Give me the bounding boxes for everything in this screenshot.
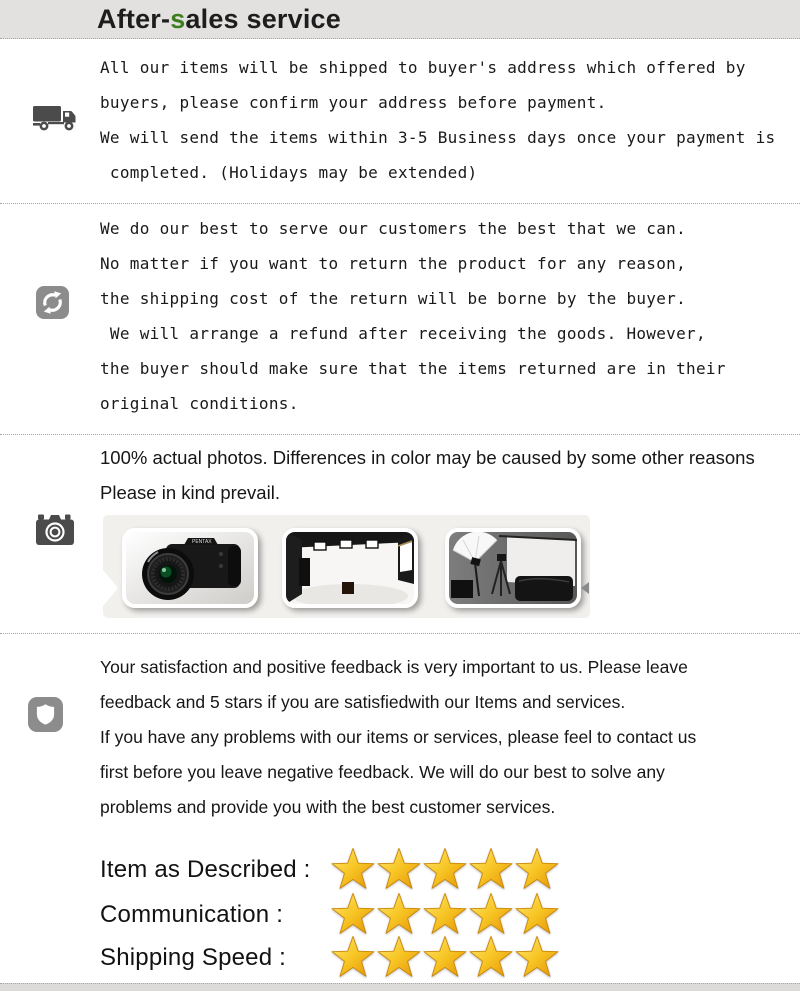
star-icon [376,935,422,981]
section-header [0,0,800,39]
rating-row-item-as-described [100,846,560,894]
camera-icon [35,513,75,552]
photo-carousel [103,515,590,618]
rating-label: Shipping Speed : [100,944,287,971]
text-line: No matter if you want to return the product for any reason, [100,254,687,273]
text-line: We will send the items within 3-5 Business days once your payment is [100,128,776,147]
five-star-rating [330,847,560,893]
section-divider [0,633,800,634]
text-line: completed. (Holidays may be extended) [100,163,478,182]
section-divider [0,203,800,204]
rating-label: Communication : [100,901,284,928]
rating-label: Item as Described : [100,856,311,883]
text-line: the shipping cost of the return will be borne by the buyer. [100,289,687,308]
star-icon [330,892,376,938]
text-line: If you have any problems with our items or services, please feel to contact us [100,727,697,747]
studio-lighting-setup-photo [445,528,581,608]
delivery-truck-icon [31,102,79,139]
star-icon [468,892,514,938]
text-line: feedback and 5 stars if you are satisfiedwith our Items and services. [100,692,626,712]
sync-arrows-icon [36,286,69,324]
dslr-camera-photo [122,528,258,608]
star-icon [422,892,468,938]
star-icon [514,935,560,981]
shipping-text [100,50,775,190]
rating-row-shipping-speed [100,934,560,982]
star-icon [514,892,560,938]
text-line: first before you leave negative feedback. We will do our best to solve any [100,762,665,782]
star-icon [422,935,468,981]
text-line: the buyer should make sure that the items returned are in their [100,359,726,378]
svg-text:PENTAX: PENTAX [192,539,212,545]
star-icon [376,847,422,893]
text-line: We will arrange a refund after receiving the goods. However, [100,324,706,343]
star-icon [422,847,468,893]
title-green-letter: s [170,4,186,34]
carousel-prev-icon [103,570,118,606]
star-icon [514,847,560,893]
returns-text [100,211,726,421]
text-line: All our items will be shipped to buyer's address which offered by [100,58,746,77]
shield-icon [28,697,63,737]
text-line: We do our best to serve our customers the best that we can. [100,219,687,238]
five-star-rating [330,892,560,938]
text-line: Your satisfaction and positive feedback is very important to us. Please leave [100,657,688,677]
feedback-text [100,650,696,825]
star-icon [468,935,514,981]
text-line: 100% actual photos. Differences in color may be caused by some other reasons [100,447,755,468]
rating-row-communication [100,891,560,939]
text-line: Please in kind prevail. [100,482,280,503]
star-icon [330,847,376,893]
section-divider [0,434,800,435]
text-line: problems and provide you with the best customer services. [100,797,556,817]
text-line: original conditions. [100,394,299,413]
photo-studio-backdrop-photo [282,528,418,608]
photos-text [100,440,755,510]
page-title: After-sales service [97,4,341,34]
text-line: buyers, please confirm your address before payment. [100,93,607,112]
star-icon [468,847,514,893]
bottom-border-strip [0,983,800,991]
star-icon [376,892,422,938]
five-star-rating [330,935,560,981]
star-icon [330,935,376,981]
carousel-next-icon [581,582,589,594]
